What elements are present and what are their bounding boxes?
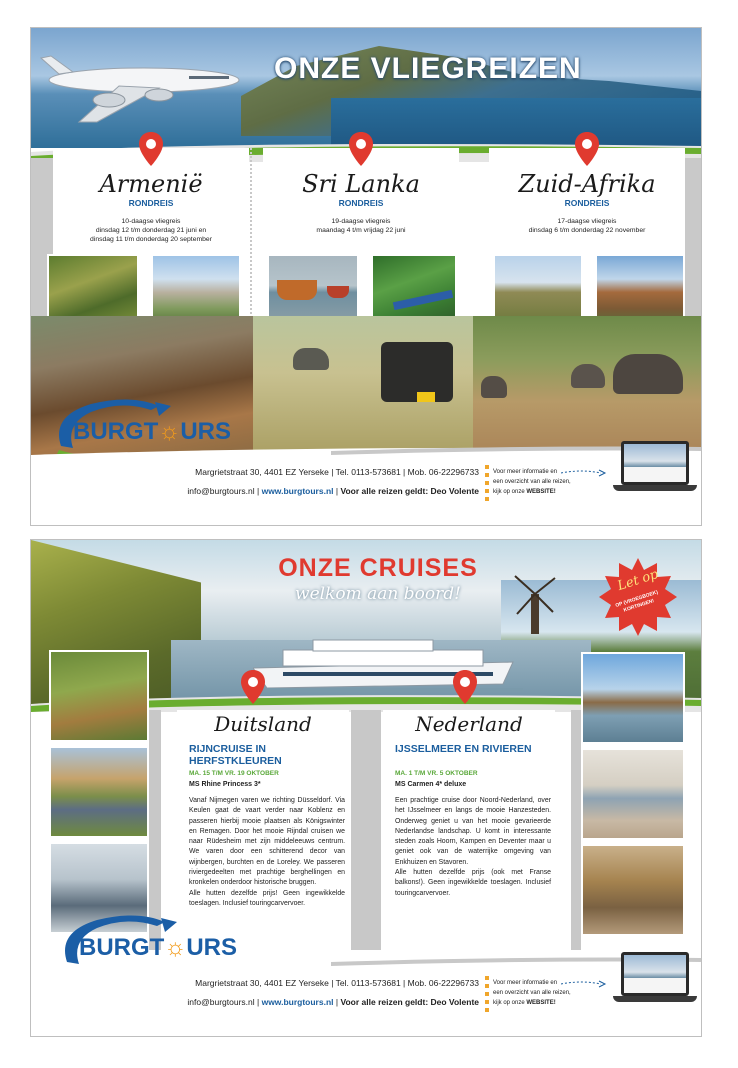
south-africa-elephants-photo <box>473 316 701 458</box>
rhine-valley-photo <box>49 746 149 838</box>
dotted-arrow-icon <box>561 980 607 988</box>
armenia-square-photo <box>151 254 241 324</box>
coast-banner-image <box>31 28 701 148</box>
website-info: Voor meer informatie en een overzicht van alle reizen, kijk op onze WEBSITE! <box>493 980 571 1006</box>
destination-type: RONDREIS <box>564 198 610 208</box>
contact-footer <box>31 966 701 1036</box>
column-divider <box>351 710 381 950</box>
email-link[interactable]: info@burgtours.nl | <box>187 997 262 1007</box>
south-africa-giraffes-photo <box>493 254 583 324</box>
location-pin-icon <box>575 132 599 166</box>
destination-type: RONDREIS <box>128 198 174 208</box>
logo-wordmark: BURGT☼URS <box>73 418 231 445</box>
cruise-title: RIJNCRUISE IN HERFSTKLEUREN <box>189 743 282 767</box>
rhine-vineyard-photo <box>49 650 149 742</box>
cruise-country: Duitsland <box>214 712 312 736</box>
cruise-ship-name: MS Rhine Princess 3* <box>189 781 261 788</box>
contact-address: Margrietstraat 30, 4401 EZ Yerseke | Tel. 0113-573681 | Mob. 06-22296733 <box>195 467 479 477</box>
logo-wordmark: BURGT☼URS <box>79 934 237 961</box>
laptop-image <box>613 441 697 501</box>
flights-advert <box>30 27 702 526</box>
cruise-dates: MA. 15 T/M VR. 19 OKTOBER <box>189 770 279 777</box>
armenia-canyon-photo <box>47 254 139 324</box>
ship-lobby-photo <box>581 844 685 936</box>
location-pin-icon <box>349 132 373 166</box>
sri-lanka-boats-photo <box>267 254 359 324</box>
airplane-image <box>39 40 249 130</box>
flights-headline: ONZE VLIEGREIZEN <box>274 52 582 85</box>
contact-footer <box>31 455 701 525</box>
cruise-ship-image <box>253 632 523 692</box>
website-link[interactable]: www.burgtours.nl <box>261 997 334 1007</box>
discount-badge: Let op OP (VROEGBOEK) KORTINGEN! <box>599 558 677 636</box>
footer-wave <box>31 445 701 459</box>
cruises-headline: ONZE CRUISES <box>278 554 478 582</box>
location-pin-icon <box>241 670 265 704</box>
cruise-description: Een prachtige cruise door Noord-Nederland, over het IJsselmeer en langs de mooie Hanzesteden. Onderweg geniet u van het mooie gevarieerde Nederlandse landschap. U komt in interessante steden zoals Hoorn, Kampen en Deventer maar u geniet ook van de waterrijke omgeving van Enkhuizen en Stavoren. Alle hutten dezelfde prijs (ook met Franse balkons!). Geen ingewikkelde toeslagen. Inclusief touringcarvervoer. <box>395 797 551 897</box>
cruise-dates: MA. 1 T/M VR. 5 OKTOBER <box>395 770 478 777</box>
website-link[interactable]: www.burgtours.nl <box>261 486 334 496</box>
contact-address: Margrietstraat 30, 4401 EZ Yerseke | Tel. 0113-573681 | Mob. 06-22296733 <box>195 978 479 988</box>
destination-title: Zuid-Afrika <box>518 170 656 198</box>
cabin-photo <box>581 748 685 840</box>
location-pin-icon <box>453 670 477 704</box>
harbour-boat-photo <box>581 652 685 744</box>
cruise-country: Nederland <box>415 712 523 736</box>
destination-title: Armenië <box>99 170 203 198</box>
cruise-ship-name: MS Carmen 4* deluxe <box>395 781 467 788</box>
website-info: Voor meer informatie en een overzicht van alle reizen, kijk op onze WEBSITE! <box>493 469 571 495</box>
slogan: Voor alle reizen geldt: Deo Volente <box>340 997 479 1007</box>
side-strip <box>571 710 581 950</box>
location-pin-icon <box>139 132 163 166</box>
destination-title: Sri Lanka <box>302 170 420 198</box>
destination-description: 19-daagse vliegreis maandag 4 t/m vrijdag 22 juni <box>316 218 406 234</box>
contact-line: info@burgtours.nl | www.burgtours.nl | Voor alle reizen geldt: Deo Volente <box>187 486 479 496</box>
cruise-description: Vanaf Nijmegen varen we richting Düsseldorf. Via Keulen gaat de vaart verder naar Koblenz en passeren hierbij mooie plaatsen als Königswinter en Remagen. Door het mooie Rijndal cruisen we naar Rüdesheim met zijn middeleeuws centrum. We varen door een schitterend decor van wijnbergen, burchten en de Loreley. We passeren riviergedeelten met prachtige berghellingen en kronkelen onderdoor historische bruggen. Alle hutten dezelfde prijs! Geen ingewikkelde toeslagen. Inclusief touringcarvervoer. <box>189 797 345 907</box>
slogan: Voor alle reizen geldt: Deo Volente <box>340 486 479 496</box>
dotted-divider <box>485 465 489 501</box>
south-africa-rocks-photo <box>595 254 685 324</box>
cruise-title: IJSSELMEER EN RIVIEREN <box>395 743 532 755</box>
destination-type: RONDREIS <box>338 198 384 208</box>
cruises-tagline: welkom aan boord! <box>295 584 461 604</box>
cruises-advert <box>30 539 702 1037</box>
contact-line: info@burgtours.nl | www.burgtours.nl | Voor alle reizen geldt: Deo Volente <box>187 997 479 1007</box>
destination-description: 10-daagse vliegreis dinsdag 12 t/m donderdag 21 juni en dinsdag 11 t/m donderdag 20 september <box>90 218 212 243</box>
sri-lanka-safari-photo <box>253 316 473 458</box>
sri-lanka-train-photo <box>371 254 457 324</box>
dotted-arrow-icon <box>561 469 607 477</box>
dotted-divider <box>485 976 489 1012</box>
laptop-image <box>613 952 697 1012</box>
destination-description: 17-daagse vliegreis dinsdag 6 t/m donderdag 22 november <box>528 218 646 234</box>
email-link[interactable]: info@burgtours.nl | <box>187 486 262 496</box>
footer-wave <box>31 956 701 970</box>
windmill-icon <box>513 574 557 634</box>
cruise-card-netherlands <box>383 710 555 950</box>
